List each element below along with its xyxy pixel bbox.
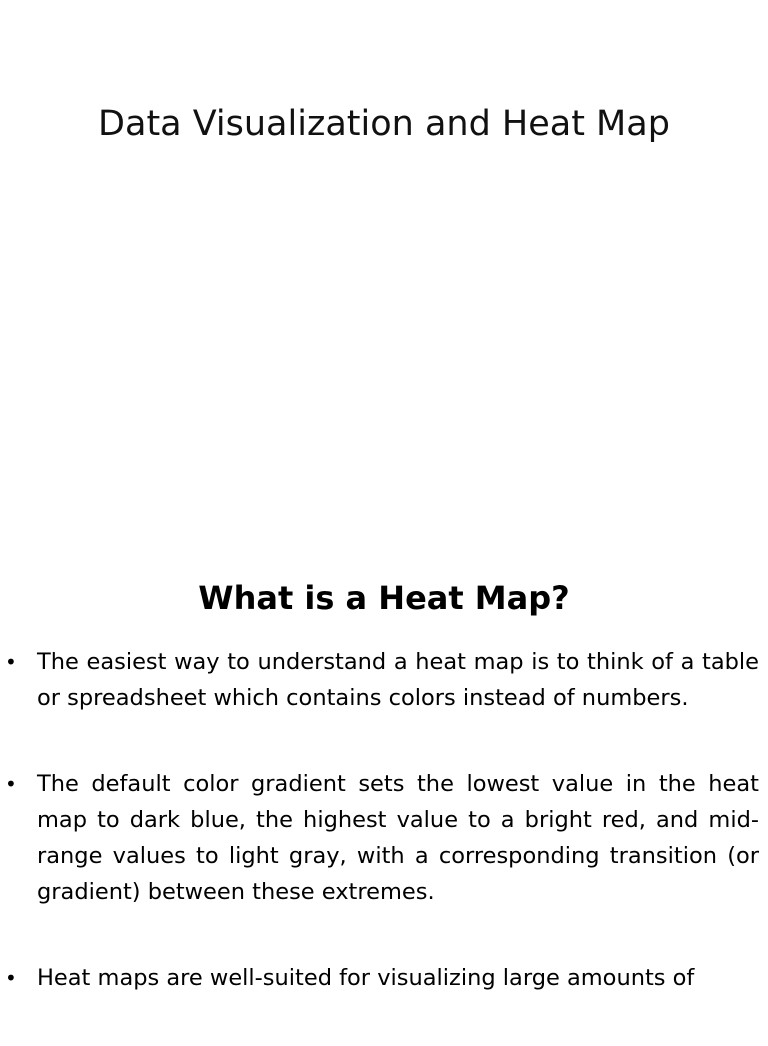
bullet-item-3 — [0, 960, 768, 996]
bullet-text-3: Heat maps are well-suited for visualizing large amounts of — [37, 965, 695, 991]
bullet-item-1 — [0, 644, 768, 716]
bullet-dot-icon: • — [5, 772, 17, 796]
slide-title: Data Visualization and Heat Map — [98, 104, 670, 144]
bullet-dot-icon: • — [5, 966, 17, 990]
bullet-list — [0, 644, 768, 1046]
bullet-text-2: The default color gradient sets the lowest value in the heat map to dark blue, the highest value to a bright red, and mid-range values to light gray, with a corresponding transition (or gradient) between these extremes. — [37, 771, 759, 905]
section-heading: What is a Heat Map? — [198, 579, 570, 617]
bullet-dot-icon: • — [5, 650, 17, 674]
bullet-item-2 — [0, 766, 768, 910]
bullet-text-1: The easiest way to understand a heat map is to think of a table or spreadsheet which contains colors instead of numbers. — [37, 649, 759, 711]
